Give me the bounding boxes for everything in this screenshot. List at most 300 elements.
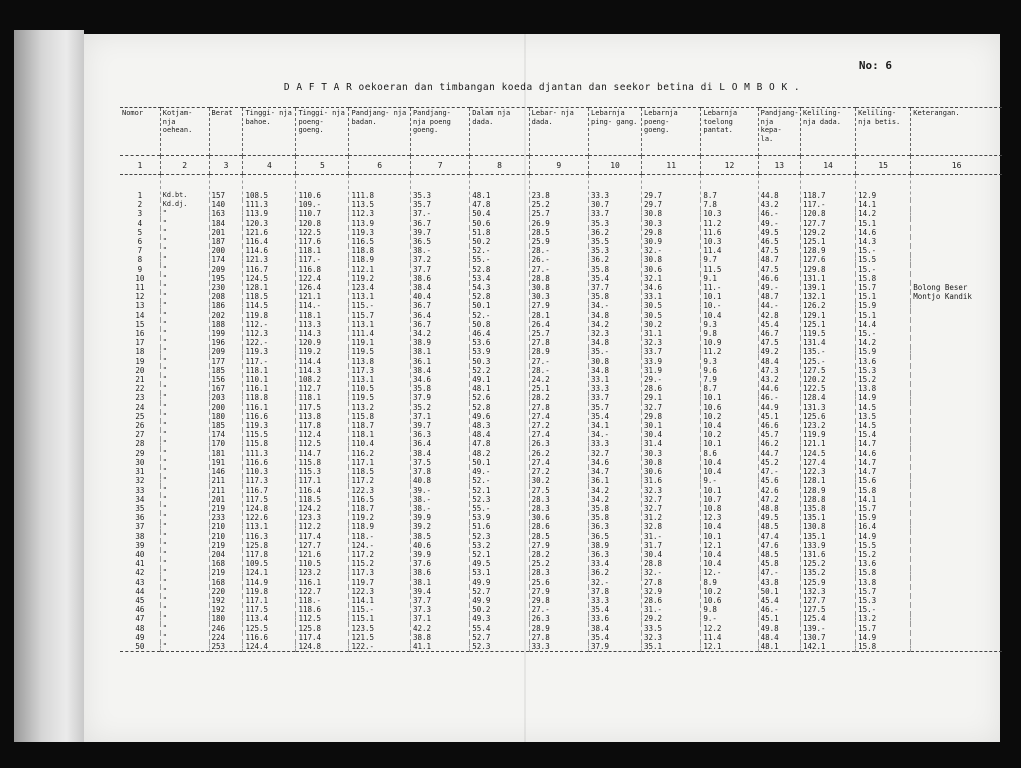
table-cell: 15.- bbox=[856, 329, 911, 338]
table-cell: 33.7 bbox=[642, 347, 701, 356]
table-cell: 28.8 bbox=[642, 559, 701, 568]
table-cell: " bbox=[160, 642, 209, 652]
table-cell bbox=[911, 338, 1002, 347]
table-cell: 49.6 bbox=[470, 412, 529, 421]
table-row bbox=[120, 559, 1002, 568]
table-cell: 122.3 bbox=[801, 467, 856, 476]
table-cell: 118.5 bbox=[296, 495, 349, 504]
table-cell: 10.2 bbox=[701, 412, 758, 421]
table-cell: 26.2 bbox=[529, 449, 588, 458]
table-cell: 28.8 bbox=[529, 274, 588, 283]
table-cell: 14.1 bbox=[856, 495, 911, 504]
table-cell: 11.- bbox=[701, 283, 758, 292]
table-cell: 118.1 bbox=[296, 311, 349, 320]
table-cell bbox=[911, 357, 1002, 366]
table-cell: 125.1 bbox=[801, 320, 856, 329]
table-cell bbox=[911, 311, 1002, 320]
table-cell: 48.4 bbox=[758, 633, 800, 642]
table-row bbox=[120, 246, 1002, 255]
table-cell: 32.3 bbox=[642, 486, 701, 495]
table-cell: 187 bbox=[209, 237, 243, 246]
table-cell: 43.2 bbox=[758, 375, 800, 384]
table-cell: 181 bbox=[209, 449, 243, 458]
table-cell: 114.4 bbox=[296, 357, 349, 366]
table-cell: 15.8 bbox=[856, 486, 911, 495]
table-cell: " bbox=[160, 329, 209, 338]
table-cell: 36.2 bbox=[589, 228, 642, 237]
table-cell: 52.3 bbox=[470, 532, 529, 541]
table-cell bbox=[911, 541, 1002, 550]
table-cell: 163 bbox=[209, 209, 243, 218]
column-header: Keliling- nja betis. bbox=[856, 108, 911, 156]
table-cell: 115.5 bbox=[243, 430, 296, 439]
table-cell: 230 bbox=[209, 283, 243, 292]
table-bottom-rule bbox=[120, 652, 1002, 663]
table-cell: 199 bbox=[209, 329, 243, 338]
table-cell: 125.6 bbox=[801, 412, 856, 421]
table-cell: 33.1 bbox=[589, 375, 642, 384]
table-cell: 174 bbox=[209, 430, 243, 439]
table-cell: 41 bbox=[135, 559, 145, 569]
table-cell bbox=[911, 486, 1002, 495]
table-cell: 123.3 bbox=[296, 513, 349, 522]
table-cell: 15.1 bbox=[856, 311, 911, 320]
table-row bbox=[120, 219, 1002, 228]
table-cell: 10.4 bbox=[701, 550, 758, 559]
table-cell: 7.8 bbox=[701, 200, 758, 209]
table-cell: 46.- bbox=[758, 605, 800, 614]
table-cell: 39.7 bbox=[410, 228, 469, 237]
table-row bbox=[120, 486, 1002, 495]
table-cell: 52.8 bbox=[470, 403, 529, 412]
table-cell: 26.3 bbox=[529, 439, 588, 448]
table-cell: 27 bbox=[135, 430, 145, 440]
table-cell: 112.2 bbox=[296, 522, 349, 531]
table-cell: 34.1 bbox=[589, 421, 642, 430]
table-cell: 7 bbox=[137, 246, 143, 256]
table-cell bbox=[911, 237, 1002, 246]
table-cell: 120.2 bbox=[801, 375, 856, 384]
table-cell: 52.7 bbox=[470, 633, 529, 642]
table-cell: 47.4 bbox=[758, 532, 800, 541]
table-row bbox=[120, 283, 1002, 292]
table-cell: 42.8 bbox=[758, 311, 800, 320]
table-cell: 19 bbox=[135, 356, 145, 366]
table-row bbox=[120, 320, 1002, 329]
table-cell: 34.2 bbox=[589, 495, 642, 504]
table-cell: 35.7 bbox=[410, 200, 469, 209]
table-cell: 26.4 bbox=[529, 320, 588, 329]
table-cell: 117.- bbox=[296, 255, 349, 264]
table-cell: 118.7 bbox=[801, 175, 856, 201]
table-cell: 219 bbox=[209, 568, 243, 577]
table-cell bbox=[911, 329, 1002, 338]
table-cell: 30.8 bbox=[642, 209, 701, 218]
table-cell: 15.- bbox=[856, 246, 911, 255]
table-cell: 110.5 bbox=[296, 559, 349, 568]
table-cell: 14.4 bbox=[856, 320, 911, 329]
table-cell: 28.- bbox=[529, 366, 588, 375]
table-cell: 203 bbox=[209, 393, 243, 402]
table-cell: 117.5 bbox=[243, 605, 296, 614]
table-cell: 33.5 bbox=[642, 624, 701, 633]
table-cell: 38.6 bbox=[410, 568, 469, 577]
table-cell: 133.9 bbox=[801, 541, 856, 550]
table-cell: 28.3 bbox=[529, 495, 588, 504]
table-cell: 15.7 bbox=[856, 587, 911, 596]
table-cell: 35.- bbox=[589, 347, 642, 356]
table-cell: 120.8 bbox=[296, 219, 349, 228]
table-cell: 140 bbox=[209, 200, 243, 209]
table-cell bbox=[911, 568, 1002, 577]
table-cell: 33.3 bbox=[589, 596, 642, 605]
table-cell: 119.2 bbox=[349, 513, 410, 522]
column-number: 9 bbox=[529, 156, 588, 175]
table-cell: 41.1 bbox=[410, 642, 469, 652]
table-cell: 34.2 bbox=[589, 320, 642, 329]
table-cell: 50.6 bbox=[470, 219, 529, 228]
table-cell: 27.- bbox=[529, 265, 588, 274]
table-cell: 34.6 bbox=[589, 458, 642, 467]
table-cell: 27.8 bbox=[529, 338, 588, 347]
table-cell: 211 bbox=[209, 476, 243, 485]
table-cell: 14.6 bbox=[856, 449, 911, 458]
table-cell: 53.2 bbox=[470, 541, 529, 550]
table-cell: 113.5 bbox=[349, 200, 410, 209]
table-cell: 196 bbox=[209, 338, 243, 347]
table-cell: 50 bbox=[135, 641, 145, 651]
table-cell: 11.4 bbox=[701, 246, 758, 255]
table-cell: 110.6 bbox=[296, 175, 349, 201]
table-cell: 28.3 bbox=[529, 504, 588, 513]
table-cell: 14.5 bbox=[856, 421, 911, 430]
table-cell bbox=[911, 274, 1002, 283]
table-cell: 115.1 bbox=[349, 614, 410, 623]
table-row bbox=[120, 614, 1002, 623]
table-cell: 48.4 bbox=[758, 357, 800, 366]
table-cell: 115.3 bbox=[296, 467, 349, 476]
table-cell: 38.9 bbox=[410, 338, 469, 347]
table-cell: 16.4 bbox=[856, 522, 911, 531]
table-cell: 53.6 bbox=[470, 338, 529, 347]
table-cell: 21 bbox=[135, 375, 145, 385]
table-cell: 47.5 bbox=[758, 246, 800, 255]
table-cell: 142.1 bbox=[801, 642, 856, 652]
table-cell: 35.4 bbox=[589, 633, 642, 642]
table-cell: 130.8 bbox=[801, 522, 856, 531]
table-cell: 14.5 bbox=[856, 403, 911, 412]
table-row bbox=[120, 513, 1002, 522]
table-cell: 125.- bbox=[801, 357, 856, 366]
table-cell: " bbox=[160, 430, 209, 439]
table-cell: 210 bbox=[209, 522, 243, 531]
table-cell: 8.7 bbox=[701, 175, 758, 201]
table-cell: 209 bbox=[209, 347, 243, 356]
table-cell: 116.6 bbox=[243, 633, 296, 642]
table-cell: 26.9 bbox=[529, 219, 588, 228]
table-cell: 38.5 bbox=[410, 532, 469, 541]
table-cell: 37.7 bbox=[589, 283, 642, 292]
table-cell: 116.6 bbox=[243, 412, 296, 421]
table-row bbox=[120, 522, 1002, 531]
table-cell: 37.1 bbox=[410, 614, 469, 623]
table-cell: 46.4 bbox=[470, 329, 529, 338]
table-cell bbox=[911, 320, 1002, 329]
table-cell: 10.4 bbox=[701, 522, 758, 531]
table-cell: 52.1 bbox=[470, 550, 529, 559]
table-cell: 113.8 bbox=[349, 357, 410, 366]
table-cell: 11.6 bbox=[701, 228, 758, 237]
table-cell: 9 bbox=[137, 264, 143, 274]
table-cell: 25.2 bbox=[529, 200, 588, 209]
table-cell: 55.- bbox=[470, 255, 529, 264]
table-cell: 129.1 bbox=[801, 311, 856, 320]
table-cell: 157 bbox=[209, 175, 243, 201]
table-cell: 50.2 bbox=[470, 237, 529, 246]
table-cell: 119.8 bbox=[243, 587, 296, 596]
table-cell: 117.3 bbox=[349, 568, 410, 577]
table-cell bbox=[911, 458, 1002, 467]
table-cell: 28.2 bbox=[529, 550, 588, 559]
table-cell: 36.4 bbox=[410, 439, 469, 448]
table-cell: 52.- bbox=[470, 246, 529, 255]
table-cell: 15.7 bbox=[856, 283, 911, 292]
column-number: 5 bbox=[296, 156, 349, 175]
table-cell: 48.7 bbox=[758, 292, 800, 301]
table-cell: 124.- bbox=[349, 541, 410, 550]
table-cell: 15.- bbox=[856, 265, 911, 274]
table-row bbox=[120, 375, 1002, 384]
table-cell: 27.4 bbox=[529, 430, 588, 439]
table-cell: 33.6 bbox=[589, 614, 642, 623]
table-cell: 13.6 bbox=[856, 357, 911, 366]
table-cell: 200 bbox=[209, 246, 243, 255]
table-cell: 11 bbox=[135, 283, 145, 293]
table-cell bbox=[911, 175, 1002, 201]
table-cell: 117.8 bbox=[243, 550, 296, 559]
column-header: Lebar- nja dada. bbox=[529, 108, 588, 156]
table-cell: 30.6 bbox=[642, 265, 701, 274]
table-cell bbox=[911, 246, 1002, 255]
table-cell: " bbox=[160, 301, 209, 310]
table-cell: 15.8 bbox=[856, 642, 911, 652]
table-cell: 44.- bbox=[758, 301, 800, 310]
table-cell: 114.1 bbox=[349, 596, 410, 605]
table-cell: 114.5 bbox=[243, 301, 296, 310]
table-cell: 35.8 bbox=[589, 292, 642, 301]
table-cell: 49 bbox=[135, 632, 145, 642]
table-cell: 117.- bbox=[243, 357, 296, 366]
table-cell: 32.7 bbox=[642, 504, 701, 513]
table-cell: 108.5 bbox=[243, 175, 296, 201]
table-cell: 32.8 bbox=[642, 522, 701, 531]
table-cell: 14.9 bbox=[856, 393, 911, 402]
table-cell: 131.3 bbox=[801, 403, 856, 412]
table-row bbox=[120, 366, 1002, 375]
table-cell: 44.6 bbox=[758, 384, 800, 393]
table-cell: 125.8 bbox=[296, 624, 349, 633]
table-cell: 38.1 bbox=[410, 347, 469, 356]
table-cell: 115.- bbox=[349, 301, 410, 310]
table-cell: " bbox=[160, 320, 209, 329]
table-cell: 38.4 bbox=[410, 449, 469, 458]
table-cell: 13.8 bbox=[856, 384, 911, 393]
table-cell: 15.1 bbox=[856, 219, 911, 228]
table-cell: 135.8 bbox=[801, 504, 856, 513]
table-cell bbox=[911, 209, 1002, 218]
table-cell: 109.- bbox=[296, 200, 349, 209]
table-cell: 112.5 bbox=[296, 614, 349, 623]
table-cell: " bbox=[160, 439, 209, 448]
table-cell: 170 bbox=[209, 439, 243, 448]
table-cell bbox=[911, 495, 1002, 504]
table-cell: 31.9 bbox=[642, 366, 701, 375]
table-cell: 119.5 bbox=[801, 329, 856, 338]
table-cell: 49.2 bbox=[758, 347, 800, 356]
table-cell: " bbox=[160, 393, 209, 402]
table-cell: 36.5 bbox=[410, 237, 469, 246]
table-cell: 55.- bbox=[470, 504, 529, 513]
table-cell: " bbox=[160, 587, 209, 596]
table-cell: 114.- bbox=[296, 301, 349, 310]
table-row bbox=[120, 439, 1002, 448]
table-cell: 117.- bbox=[801, 200, 856, 209]
table-cell: 10.1 bbox=[701, 486, 758, 495]
table-cell: 112.1 bbox=[349, 265, 410, 274]
table-row bbox=[120, 338, 1002, 347]
table-cell: 30.3 bbox=[642, 219, 701, 228]
table-cell: 115.- bbox=[349, 605, 410, 614]
table-cell: 127.5 bbox=[801, 366, 856, 375]
table-cell: 113.4 bbox=[243, 614, 296, 623]
table-cell: 208 bbox=[209, 292, 243, 301]
table-cell: 47 bbox=[135, 614, 145, 624]
table-cell: 37.8 bbox=[589, 587, 642, 596]
table-cell: 50.8 bbox=[470, 320, 529, 329]
table-cell: 49.1 bbox=[470, 375, 529, 384]
table-cell: 48.1 bbox=[470, 384, 529, 393]
table-cell: 122.6 bbox=[243, 513, 296, 522]
table-cell: 10.4 bbox=[701, 421, 758, 430]
table-cell: 111.4 bbox=[349, 329, 410, 338]
table-cell: 14.9 bbox=[856, 532, 911, 541]
table-cell: 9.7 bbox=[701, 255, 758, 264]
table-cell: 10.6 bbox=[701, 403, 758, 412]
table-cell: " bbox=[160, 550, 209, 559]
table-cell: 10.3 bbox=[701, 209, 758, 218]
table-cell: 28.6 bbox=[642, 596, 701, 605]
table-cell: 13.8 bbox=[856, 578, 911, 587]
table-cell: 110.1 bbox=[243, 375, 296, 384]
table-cell: 15.9 bbox=[856, 513, 911, 522]
left-page-edge bbox=[14, 30, 84, 742]
table-cell: 15.- bbox=[856, 605, 911, 614]
table-cell: 124.1 bbox=[243, 568, 296, 577]
table-cell: 10.4 bbox=[701, 311, 758, 320]
table-cell: Kd.bt. bbox=[160, 175, 209, 201]
table-cell: 30.1 bbox=[642, 421, 701, 430]
table-cell: 35.5 bbox=[589, 237, 642, 246]
table-cell: 33.4 bbox=[589, 559, 642, 568]
table-cell: 40 bbox=[135, 549, 145, 559]
table-cell: 31.1 bbox=[642, 329, 701, 338]
table-cell: 46.6 bbox=[758, 421, 800, 430]
table-cell: 112.5 bbox=[296, 439, 349, 448]
table-cell: 39.9 bbox=[410, 513, 469, 522]
table-cell: 48.7 bbox=[758, 255, 800, 264]
table-cell: 125.4 bbox=[801, 614, 856, 623]
table-cell: 12 bbox=[135, 292, 145, 302]
table-cell: 10.4 bbox=[701, 559, 758, 568]
measurement-table bbox=[120, 107, 1002, 662]
table-cell: 31.7 bbox=[642, 541, 701, 550]
table-cell: 32.- bbox=[642, 568, 701, 577]
table-cell bbox=[911, 384, 1002, 393]
table-cell: 47.3 bbox=[758, 366, 800, 375]
table-row bbox=[120, 467, 1002, 476]
table-cell: 10.1 bbox=[701, 532, 758, 541]
column-number: 11 bbox=[642, 156, 701, 175]
table-cell: 30.8 bbox=[529, 283, 588, 292]
table-cell: 122.- bbox=[243, 338, 296, 347]
table-cell: 47.6 bbox=[758, 541, 800, 550]
table-cell: " bbox=[160, 209, 209, 218]
table-cell: 15.4 bbox=[856, 430, 911, 439]
table-cell: 28.9 bbox=[529, 347, 588, 356]
table-cell: 114.3 bbox=[296, 329, 349, 338]
table-cell: 52.2 bbox=[470, 366, 529, 375]
table-cell: 119.3 bbox=[243, 421, 296, 430]
table-row bbox=[120, 393, 1002, 402]
table-cell: 35.4 bbox=[589, 274, 642, 283]
table-cell: 180 bbox=[209, 614, 243, 623]
table-cell: 116.3 bbox=[243, 532, 296, 541]
table-cell: 118.- bbox=[296, 596, 349, 605]
table-row bbox=[120, 568, 1002, 577]
table-cell: 33.9 bbox=[642, 357, 701, 366]
table-cell: 32.7 bbox=[642, 403, 701, 412]
table-cell: 125.1 bbox=[801, 237, 856, 246]
table-cell: 40.6 bbox=[410, 541, 469, 550]
table-cell: 25.7 bbox=[529, 209, 588, 218]
table-cell: 48.4 bbox=[470, 430, 529, 439]
table-cell: 124.5 bbox=[243, 274, 296, 283]
table-cell: Kd.dj. bbox=[160, 200, 209, 209]
table-cell: 27.4 bbox=[529, 458, 588, 467]
table-cell: " bbox=[160, 568, 209, 577]
table-cell: 116.5 bbox=[349, 237, 410, 246]
table-cell: 14.2 bbox=[856, 209, 911, 218]
table-cell: 9.8 bbox=[701, 329, 758, 338]
column-header: Kotjam- nja oehean. bbox=[160, 108, 209, 156]
table-cell: 10.- bbox=[701, 301, 758, 310]
table-cell: 123.2 bbox=[801, 421, 856, 430]
table-cell: 33.7 bbox=[589, 209, 642, 218]
table-cell: 116.6 bbox=[243, 458, 296, 467]
table-cell: 184 bbox=[209, 219, 243, 228]
table-cell: 129.8 bbox=[801, 265, 856, 274]
table-cell: 10 bbox=[135, 273, 145, 283]
table-cell: 46.- bbox=[758, 209, 800, 218]
table-cell: 126.4 bbox=[296, 283, 349, 292]
table-cell: 30.2 bbox=[642, 320, 701, 329]
table-cell: " bbox=[160, 624, 209, 633]
table-cell: 23.8 bbox=[529, 175, 588, 201]
table-cell: 34.8 bbox=[589, 366, 642, 375]
table-row bbox=[120, 587, 1002, 596]
table-cell bbox=[911, 596, 1002, 605]
table-cell: 35.8 bbox=[410, 384, 469, 393]
